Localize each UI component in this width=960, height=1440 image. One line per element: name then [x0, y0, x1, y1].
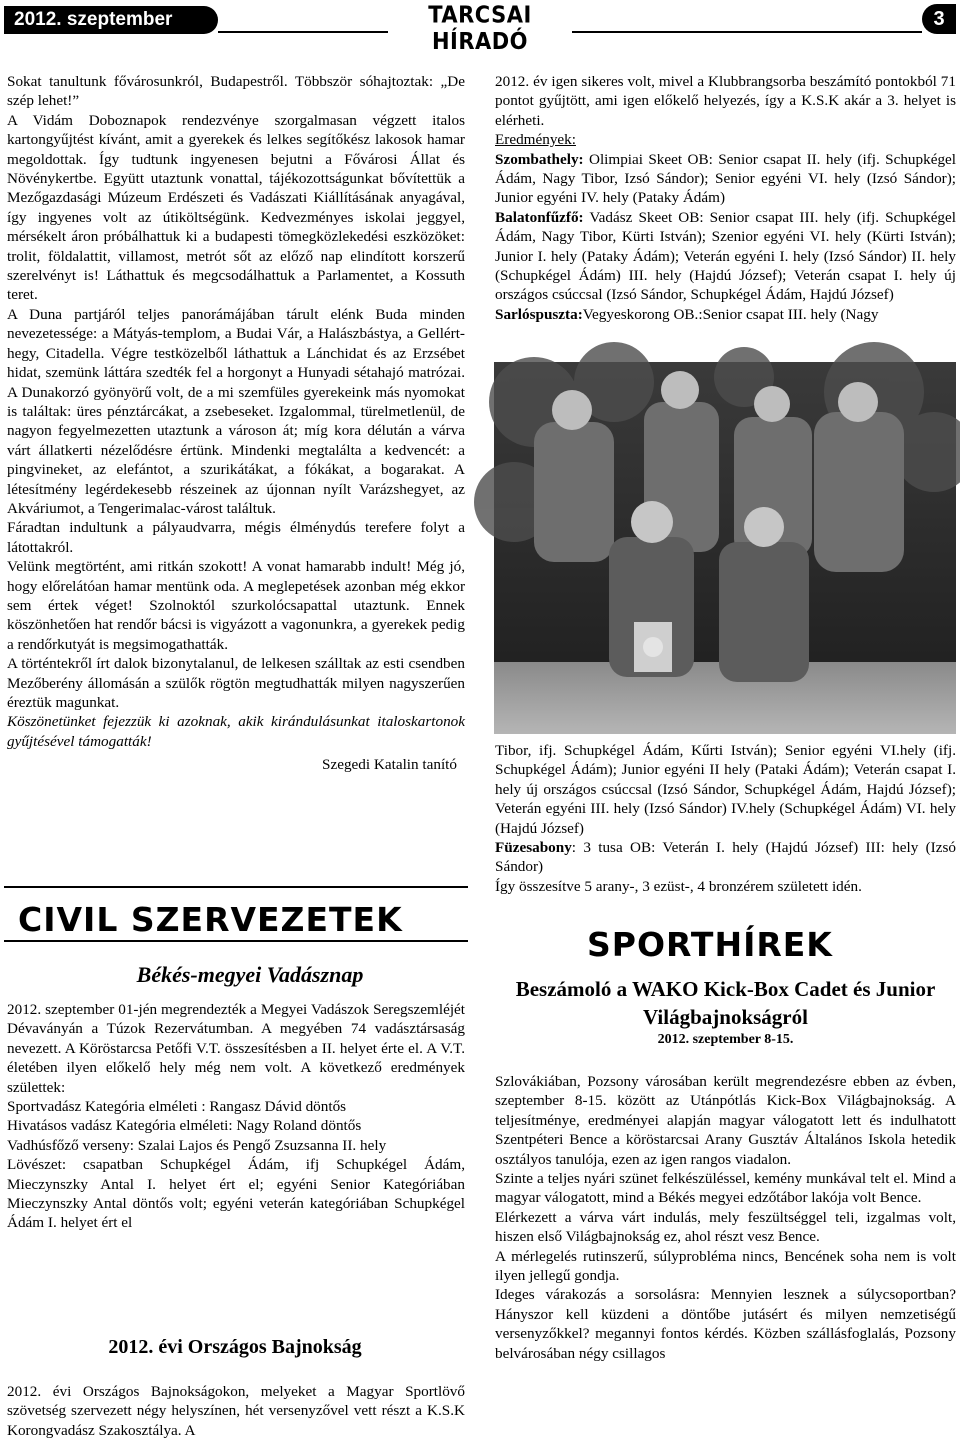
header-rule-left [218, 31, 388, 33]
vadasznap-title: Békés-megyei Vadásznap [136, 962, 364, 987]
result-entry: Sarlóspuszta:Vegyeskorong OB.:Senior csapat III. hely (Nagy [495, 305, 879, 323]
article-paragraph: 2012. szeptember 01-jén megrendezték a Megyei Vadászok Seregszemléjét Dévaványán a Túzok Rezervátumban. A megyében 74 vadásztársaság nevezett. A Köröstarcsa Petőfi V.T. összesítésben a II. helyet érte el. A V.T. életében ilyen előkelő hely még nem volt. A következő eredmények születtek: [7, 1001, 465, 1096]
shooting-results-continued [495, 741, 956, 896]
article-paragraph: A történtekről írt dalok bizonytalanul, de lelkesen szálltak az esti csendben Mezőberény állomásán a szülők rögtön megtudhatták milyen nagyszerűen éreztük magunkat. [7, 655, 465, 711]
newspaper-title: TARCSAI HÍRADÓ [428, 1, 532, 55]
result-entry: Szombathely: Olimpiai Skeet OB: Senior csapat II. hely (ifj. Schupkégel Ádám, Nagy Tibor, Izsó Sándor); Senior egyéni VI. hely (Izsó Sándor); Junior egyéni IV. hely (Pataky Ádám) [495, 150, 956, 207]
article-paragraph: A Vidám Doboznapok rendezvénye szorgalmasan végzett italos kartongyűjtést kívánt, amit a gyerekek és lelkes segítőkész lakosok hamar megoldottak. Így tudtunk ingyenesen bejutni a Fővárosi Állat és Növénykertbe. Együtt utaztunk vonattal, tájékozottságunkat bővítettük a Mezőgazdasági Múzeum Erdészeti és Vadászati Kiállításának anyagával, így ingyenes volt az útiköltségünk. Kedvezményes iskolai jeggyel, mérsékelt áron próbálhattuk ki a budapesti tömegközlekedési eszközöket: trolit, földalattit, villamost, metrót sőt az előző nap elindított korszerű szerelvényt is! Láthattuk és megcsodálhattuk a Parlamentet, a Kossuth teret. [7, 111, 465, 304]
article-paragraph: Szlovákiában, Pozsony városában került megrendezésre ebben az évben, szeptember 8-15. között az Utánpótlás Kick-Box Világbajnokság. A teljesítménye, eredményei alapján magyar válogatott lett és indulhatott Szentpéteri Bence a köröstarcsai Arany Gusztáv Általános Iskola hetedik osztályos tanulója, ezen az igen rangos viadalon. [495, 1073, 956, 1168]
header-rule-right [572, 31, 922, 33]
shooting-results [495, 72, 956, 324]
result-line: Hivatásos vadász Kategória elméleti: Nagy Roland döntős [7, 1117, 362, 1135]
article-paragraph: Ideges várakozás a sorsolásra: Mennyien lesznek a súlycsoportban? Hányszor kell küzdeni a döntőbe jutásért és milyen nemzetiségű versenyzőkkel? megannyi fontos kérdés. Közben szállásfoglalás, Pozsony belvárosában négy csillagos [495, 1286, 956, 1362]
result-line: Lövészet: csapatban Schupkégel Ádám, ifj Schupkégel Ádám, Mieczynszky Antal I. helyet ért el; egyéni Senior Kategóriában Mieczynszky Antal döntős volt; egyéni veterán kategóriában Schupkégel Ádám I. helyet ért el [7, 1156, 465, 1232]
issue-date-tab: 2012. szeptember [4, 6, 218, 34]
article-paragraph: 2012. évi Országos Bajnokságokon, melyeket a Magyar Sportlövő szövetség szervezett négy helyszínen, hét versenyzővel vett részt a K.S.K Korongvadász Szakosztálya. A [7, 1383, 465, 1439]
budapest-trip-article [7, 72, 465, 775]
team-photo [494, 362, 956, 734]
sport-section-heading: SPORTHÍREK [587, 925, 833, 964]
vadasznap-article [7, 1000, 465, 1233]
article-paragraph: A mérlegelés rutinszerű, súlyprobléma nincs, Bencének soha nem is volt ilyen jellegű gondja. [495, 1247, 956, 1285]
article-paragraph: Fáradtan indultunk a pályaudvarra, mégis élménydús terefere folyt a látottakról. [7, 519, 465, 556]
wako-date: 2012. szeptember 8-15. [657, 1032, 794, 1047]
venue-label: Szombathely: [495, 150, 584, 168]
page-number: 3 [922, 4, 956, 34]
article-paragraph: Elérkezett a várva várt indulás, mely feszültséggel teli, izgalmas volt, hiszen első Világbajnokság ez, ahol részt vesz Bence. [495, 1208, 956, 1246]
section-divider [4, 886, 468, 888]
result-entry: Balatonfűzfő: Vadász Skeet OB: Senior csapat III. hely (ifj. Schupkégel Ádám, Nagy Tibor, Kürti István); Szenior egyéni VI. hely (Kürti István); Junior I. hely (Pataky Ádám); Veterán egyéni I. hely (Izsó Sándor) II. hely (Schupkégel Ádám) III. hely (Hajdú József); Veterán csapat I. hely új országos csúccsal (Izsó Sándor, Schupkégel Ádám, Hajdú József) [495, 208, 956, 304]
result-line: Sportvadász Kategória elméleti : Rangasz Dávid döntős [7, 1098, 347, 1116]
wako-article [495, 1072, 956, 1363]
article-paragraph: 2012. év igen sikeres volt, mivel a Klubbrangsorba beszámító pontokból 71 pontot gyűjtött, ami igen előkelő helyezés, így a K.S.K akár a 3. helyet is elérheti. [495, 73, 956, 129]
article-paragraph: Szinte a teljes nyári szünet felkészüléssel, kemény munkával telt el. Mind a magyar válogatott, mind a Békés megyei edzőtábor lakója volt Bence. [495, 1170, 956, 1207]
article-paragraph: Sokat tanultunk fővárosunkról, Budapestről. Többször sóhajtoztak: „De szép lehet!” [7, 73, 465, 110]
article-thanks: Köszönetünket fejezzük ki azoknak, akik kirándulásunkat italoskartonok gyűjtésével támogatták! [7, 713, 465, 750]
article-paragraph: Tibor, ifj. Schupkégel Ádám, Kűrti István); Senior egyéni VI.hely (ifj. Schupkégel Ádám); Junior egyéni II hely (Pataki Ádám); Veterán csapat I. hely új országos csúccsal (Izsó Sándor, Schupkégel Ádám, Hajdú József); Veterán egyéni III. hely (Izsó Sándor) IV.hely (Schupkégel Ádám) VI. hely (Hajdú József) [495, 742, 956, 837]
article-signature: Szegedi Katalin tanító [322, 756, 457, 774]
wako-title: Beszámoló a WAKO Kick-Box Cadet és Junior Világbajnokságról [515, 977, 936, 1029]
result-line: Vadhúsfőző verseny: Szalai Lajos és Pengő Zsuzsanna II. hely [7, 1136, 387, 1154]
article-paragraph: Velünk megtörtént, ami ritkán szokott! A vonat hamarabb indult! Még jó, hogy előrelátóan hamar mentünk oda. A meglepetések azonban még ekkor sem értek véget! Szolnoktól szurkolócsapattal utaztunk. Ennek köszönhetően hat rendőr bácsi is vigyázott a vagonunkra, a gyerekek pedig a rendőrkutyát is megsimogathatták. [7, 558, 465, 653]
civil-section-heading: CIVIL SZERVEZETEK [18, 900, 403, 939]
section-divider [4, 940, 468, 942]
venue-label: Sarlóspuszta: [495, 305, 583, 323]
results-label: Eredmények: [495, 131, 576, 149]
venue-label: Balatonfűzfő: [495, 208, 584, 226]
results-summary: Így összesítve 5 arany-, 3 ezüst-, 4 bronzérem született idén. [495, 877, 862, 895]
result-entry: Füzesabony: 3 tusa OB: Veterán I. hely (Hajdú József) III: hely (Izsó Sándor) [495, 839, 956, 876]
venue-label: Füzesabony [495, 839, 572, 857]
article-paragraph: A Duna partjáról teljes panorámájában tárult elénk Buda minden nevezetessége: a Mátyás-templom, a Budai Vár, a Halászbástya, a Gellért-hegy, Citadella. Végre testközelből láthattuk a Lánchidat és az Erzsébet hidat, szemünk láttára szedték fel a horgonyt a Hunyadi sétahajó matrózai. A Dunakorzó gyönyörű volt, de a mi szemfüles gyerekeink más nyomokat is találtak: üres pénztárcákat, a zsebeseket. Izgalommal, türelmetlenül, de nagyon fegyelmezetten utaztunk a városon át; míg kora délután a várva várt állatkerti nézelődésre értünk. Mindenki megtalálta a kedvencét: a pingvineket, az elefántot, a szurikátákat, a fókákat, a bogarakat. A létesítmény legérdekesebb részeinek az újonnan nyílt Varázshegyet, az Akváriumot, a Tengerimalac-várost találtuk. [7, 305, 465, 517]
bajnoksag-title: 2012. évi Országos Bajnokság [108, 1336, 362, 1358]
bajnoksag-article [7, 1382, 465, 1440]
